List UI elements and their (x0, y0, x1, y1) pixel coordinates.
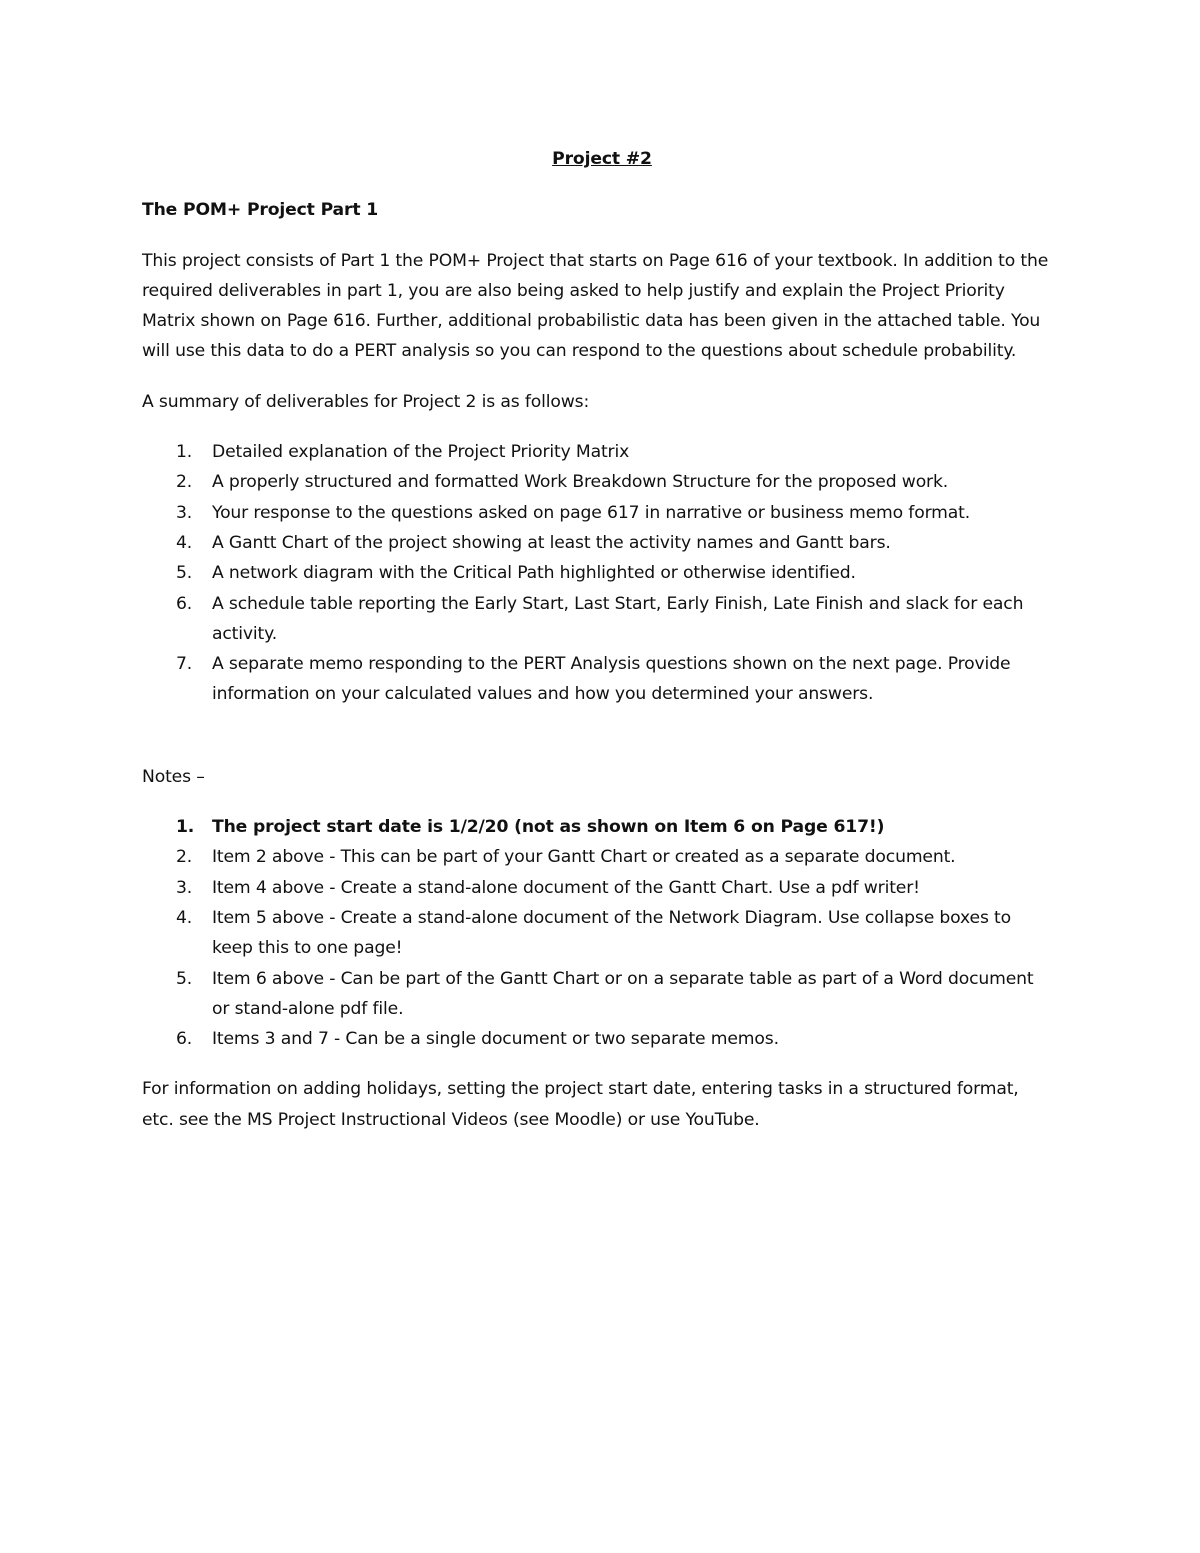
list-text: Items 3 and 7 - Can be a single document or two separate memos. (212, 1029, 779, 1050)
list-number: 5. (176, 968, 193, 989)
list-text: A Gantt Chart of the project showing at least the activity names and Gantt bars. (212, 532, 891, 553)
list-item (142, 437, 1054, 467)
list-item (142, 589, 1054, 650)
list-number: 1. (176, 817, 195, 838)
list-item (142, 873, 1054, 903)
list-text: Item 5 above - Create a stand-alone document of the Network Diagram. Use collapse boxes to keep this to one page! (212, 907, 1012, 959)
list-number: 6. (176, 593, 193, 614)
list-item (142, 498, 1054, 528)
page-title: Project #2 (552, 149, 652, 169)
list-text: A network diagram with the Critical Path highlighted or otherwise identified. (212, 563, 856, 584)
list-text: Detailed explanation of the Project Priority Matrix (212, 442, 630, 463)
list-text: A schedule table reporting the Early Start, Last Start, Early Finish, Late Finish and slack for each activity. (212, 593, 1024, 644)
list-item (142, 812, 1054, 842)
list-number: 2. (176, 847, 193, 868)
notes-lead: Notes – (142, 766, 205, 787)
list-item (142, 528, 1054, 558)
list-item (142, 964, 1054, 1025)
list-number: 7. (176, 654, 193, 675)
summary-lead: A summary of deliverables for Project 2 is as follows: (142, 391, 590, 412)
list-number: 2. (176, 472, 193, 493)
list-number: 3. (176, 877, 193, 898)
deliverables-list (142, 437, 1054, 710)
list-item (142, 1024, 1054, 1054)
list-text: Your response to the questions asked on page 617 in narrative or business memo format. (212, 502, 971, 523)
list-item (142, 903, 1054, 964)
list-text: Item 6 above - Can be part of the Gantt Chart or on a separate table as part of a Word document or stand-alone pdf file. (212, 968, 1034, 1019)
list-text: Item 4 above - Create a stand-alone document of the Gantt Chart. Use a pdf writer! (212, 877, 920, 898)
list-item (142, 649, 1054, 710)
list-text: A separate memo responding to the PERT Analysis questions shown on the next page. Provide information on your calculated values and how you determined your answers. (212, 654, 1011, 705)
list-item (142, 467, 1054, 497)
list-item (142, 842, 1054, 872)
page-subtitle: The POM+ Project Part 1 (142, 200, 379, 221)
intro-paragraph: This project consists of Part 1 the POM+ Project that starts on Page 616 of your textbook. In addition to the required deliverables in part 1, you are also being asked to help justify and explain the Project Priority Matrix shown on Page 616. Further, additional probabilistic data has been given in the attached table. You will use this data to do a PERT analysis so you can respond to the questions about schedule probability. (142, 250, 1049, 362)
list-item (142, 558, 1054, 588)
list-text: A properly structured and formatted Work Breakdown Structure for the proposed work. (212, 472, 949, 493)
list-number: 1. (176, 442, 193, 463)
closing-paragraph: For information on adding holidays, setting the project start date, entering tasks in a structured format, etc. see the MS Project Instructional Videos (see Moodle) or use YouTube. (142, 1079, 1019, 1130)
list-number: 4. (176, 532, 193, 553)
list-text: Item 2 above - This can be part of your Gantt Chart or created as a separate document. (212, 847, 956, 868)
list-text: The project start date is 1/2/20 (not as shown on Item 6 on Page 617!) (212, 817, 885, 838)
list-number: 3. (176, 502, 193, 523)
notes-list (142, 812, 1054, 1054)
list-number: 6. (176, 1029, 193, 1050)
list-number: 5. (176, 563, 193, 584)
list-number: 4. (176, 907, 193, 928)
